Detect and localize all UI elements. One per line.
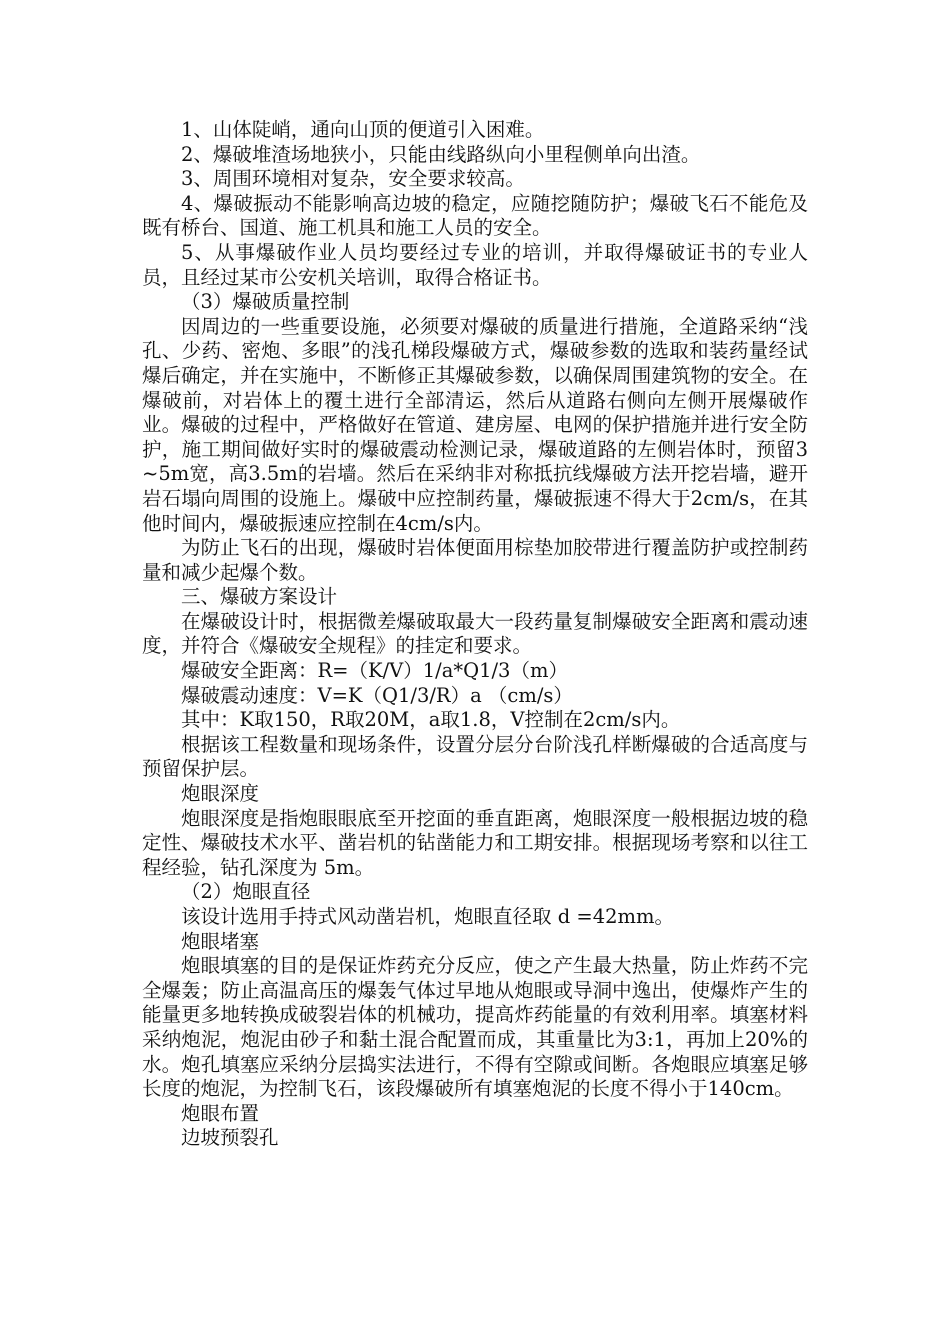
paragraph-hole-diameter: 该设计选用手持式风动凿岩机，炮眼直径取 d =42mm。 (181, 905, 675, 928)
formula-vibration-speed: 爆破震动速度：V=K（Q1/3/R）a （cm/s） (181, 683, 573, 707)
paragraph-design-intro: 在爆破设计时，根据微差爆破取最大一段药量复制爆破安全距离和震动速度，并符合《爆破安全规程》的挂定和要求。 (142, 609, 808, 658)
subheading-presplit-holes: 边坡预裂孔 (181, 1126, 279, 1150)
paragraph-stemming: 炮眼填塞的目的是保证炸药充分反应，使之产生最大热量，防止炸药不完全爆轰；防止高温高压的爆轰气体过早地从炮眼或导洞中逸出，使爆炸产生的能量更多地转换成破裂岩体的机械功，提高炸药能量的有效利用率。填塞材料采纳炮泥，炮泥由砂子和黏土混合配置而成，其重量比为3:1，再加上20%的水。炮孔填塞应采纳分层捣实法进行，不得有空隙或间断。各炮眼应填塞足够长度的炮泥，为控制飞石，该段爆破所有填塞炮泥的长度不得小于140cm。 (142, 954, 808, 1101)
formula-safety-distance: 爆破安全距离：R=（K/V）1/a*Q1/3（m） (181, 659, 568, 683)
section-heading-design: 三、爆破方案设计 (181, 585, 338, 609)
paragraph-quality-control: 因周边的一些重要设施，必须要对爆破的质量进行措施，全道路采纳“浅孔、少药、密炮、多眼”的浅孔梯段爆破方式，爆破参数的选取和装药量经试爆后确定，并在实施中，不断修正其爆破参数，以确保周围建筑物的安全。在爆破前，对岩体上的覆土进行全部清运，然后从道路右侧向左侧开展爆破作业。爆破的过程中，严格做好在管道、建房屋、电网的保护措施并进行安全防护，施工期间做好实时的爆破震动检测记录，爆破道路的左侧岩体时，预留3~5m宽，高3.5m的岩墙。然后在采纳非对称抵抗线爆破方法开挖岩墙，避开岩石塌向周围的设施上。爆破中应控制药量，爆破振速不得大于2cm/s，在其他时间内，爆破振速应控制在4cm/s内。 (142, 314, 808, 535)
list-item-muck-site: 2、爆破堆渣场地狭小，只能由线路纵向小里程侧单向出渣。 (181, 142, 701, 166)
list-item-vibration: 4、爆破振动不能影响高边坡的稳定，应随挖随防护；爆破飞石不能危及既有桥台、国道、施工机具和施工人员的安全。 (142, 191, 808, 240)
subheading-stemming: 炮眼堵塞 (181, 929, 260, 953)
section-heading-quality-control: （3）爆破质量控制 (181, 290, 350, 314)
subheading-hole-diameter: （2）炮眼直径 (181, 880, 311, 904)
subheading-hole-layout: 炮眼布置 (181, 1101, 260, 1125)
paragraph-bench-height: 根据该工程数量和现场条件，设置分层分台阶浅孔样断爆破的合适高度与预留保护层。 (142, 732, 808, 781)
paragraph-hole-depth: 炮眼深度是指炮眼眼底至开挖面的垂直距离，炮眼深度一般根据边坡的稳定性、爆破技术水平、凿岩机的钻凿能力和工期安排。根据现场考察和以往工程经验，钻孔深度为 5m。 (142, 806, 808, 879)
list-item-mountain: 1、山体陡峭，通向山顶的便道引入困难。 (181, 118, 545, 141)
list-item-personnel: 5、从事爆破作业人员均要经过专业的培训，并取得爆破证书的专业人员，且经过某市公安机关培训，取得合格证书。 (142, 240, 808, 289)
subheading-hole-depth: 炮眼深度 (181, 782, 260, 806)
paragraph-flyrock: 为防止飞石的出现，爆破时岩体便面用棕垫加胶带进行覆盖防护或控制药量和减少起爆个数。 (142, 536, 808, 584)
list-item-environment: 3、周围环境相对复杂，安全要求较高。 (181, 167, 525, 191)
formula-parameters: 其中：K取150，R取20M，a取1.8，V控制在2cm/s内。 (181, 708, 681, 732)
document-body (142, 118, 808, 1151)
